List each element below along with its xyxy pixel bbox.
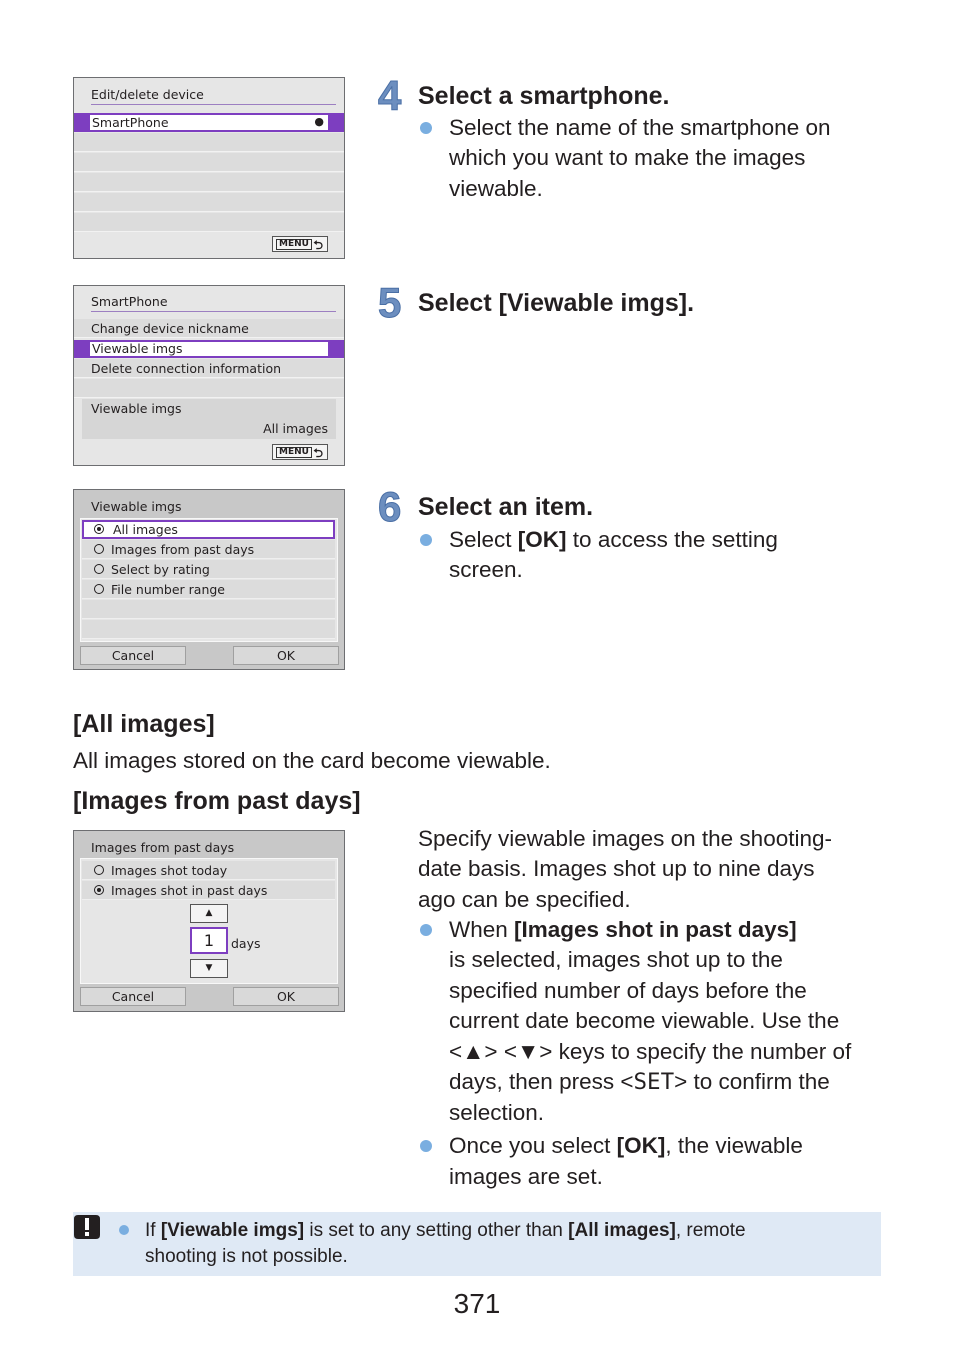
menu-back-button[interactable] bbox=[272, 236, 328, 252]
option-select-by-rating[interactable] bbox=[82, 560, 335, 579]
text: , remote bbox=[675, 1220, 746, 1241]
bullet-icon bbox=[420, 1140, 432, 1152]
past-days-bullet-line bbox=[449, 1067, 830, 1098]
title-divider bbox=[91, 104, 336, 105]
list-item-viewable-imgs[interactable] bbox=[88, 340, 330, 358]
selection-marker-right bbox=[330, 340, 344, 358]
option-label: All images bbox=[113, 522, 178, 537]
past-days-bullet-line: images are set. bbox=[449, 1164, 603, 1189]
list-item-label: Delete connection information bbox=[91, 361, 282, 376]
info-panel bbox=[82, 399, 336, 439]
screen-title: Viewable imgs bbox=[91, 499, 182, 514]
page-number: 371 bbox=[453, 1288, 501, 1319]
up-arrow-button[interactable]: ▲ bbox=[190, 904, 228, 923]
list-item-delete-connection[interactable] bbox=[74, 359, 344, 378]
radio-icon bbox=[94, 584, 104, 594]
text: days, then press < bbox=[449, 1069, 634, 1094]
note-line: shooting is not possible. bbox=[145, 1246, 348, 1267]
past-days-bullet-line: selection. bbox=[449, 1100, 545, 1125]
return-icon: ⮌ bbox=[313, 446, 323, 460]
bold-text: [All images] bbox=[568, 1220, 676, 1241]
bullet-icon bbox=[420, 924, 432, 936]
down-key-icon: ▼ bbox=[516, 1039, 540, 1064]
text: is set to any setting other than bbox=[304, 1220, 569, 1241]
days-unit: days bbox=[231, 936, 261, 951]
past-days-intro-line: ago can be specified. bbox=[418, 887, 631, 912]
list-item-empty bbox=[74, 133, 344, 152]
option-label: File number range bbox=[111, 582, 225, 597]
note-line bbox=[145, 1218, 746, 1244]
past-days-intro-line: date basis. Images shot up to nine days bbox=[418, 856, 815, 881]
option-images-shot-in-past-days[interactable] bbox=[82, 881, 335, 900]
step-6-bullet-line: screen. bbox=[449, 557, 523, 582]
option-empty bbox=[82, 620, 335, 639]
ok-button[interactable]: OK bbox=[233, 646, 339, 665]
list-item-empty bbox=[74, 193, 344, 212]
list-item-empty bbox=[74, 153, 344, 172]
text: , the viewable bbox=[665, 1133, 803, 1158]
step-number-6: 6 bbox=[378, 483, 402, 530]
option-label: Images from past days bbox=[111, 542, 255, 557]
step-4-bullet-line: Select the name of the smartphone on bbox=[449, 115, 831, 140]
bullet-icon bbox=[420, 122, 432, 134]
ok-button[interactable]: OK bbox=[233, 987, 339, 1006]
bold-text: [OK] bbox=[616, 1133, 666, 1158]
bullet-icon bbox=[119, 1225, 129, 1235]
menu-back-button[interactable] bbox=[272, 444, 328, 460]
set-key-label: SET bbox=[633, 1069, 675, 1095]
radio-selected-icon bbox=[94, 885, 104, 895]
screen-smartphone bbox=[73, 285, 345, 466]
cancel-button[interactable]: Cancel bbox=[80, 646, 186, 665]
text: to access the setting bbox=[566, 527, 778, 552]
selection-marker-right bbox=[330, 113, 344, 132]
step-6-title: Select an item. bbox=[418, 493, 594, 521]
past-days-bullet-line bbox=[449, 1131, 803, 1162]
screen-title: Images from past days bbox=[91, 840, 235, 855]
text: When bbox=[449, 917, 515, 942]
option-file-number-range[interactable] bbox=[82, 580, 335, 599]
info-value: All images bbox=[263, 421, 328, 436]
option-images-shot-today[interactable] bbox=[82, 861, 335, 880]
menu-label: MENU bbox=[276, 447, 312, 458]
option-label: Images shot today bbox=[111, 863, 228, 878]
list-item-change-nickname[interactable] bbox=[74, 319, 344, 338]
option-images-from-past-days[interactable] bbox=[82, 540, 335, 559]
text: > keys to specify the number of bbox=[539, 1039, 852, 1064]
text: > to confirm the bbox=[674, 1069, 830, 1094]
radio-icon bbox=[94, 564, 104, 574]
list-item-label: Change device nickname bbox=[91, 321, 249, 336]
list-item-label: SmartPhone bbox=[92, 115, 169, 130]
screen-title: Edit/delete device bbox=[91, 87, 204, 102]
list-item-smartphone[interactable] bbox=[88, 113, 330, 132]
text: > < bbox=[484, 1039, 517, 1064]
step-6-bullet-line bbox=[449, 525, 778, 556]
step-number-4: 4 bbox=[378, 72, 402, 119]
past-days-bullet-line: is selected, images shot up to the bbox=[449, 947, 783, 972]
option-label: Images shot in past days bbox=[111, 883, 268, 898]
days-value-field[interactable]: 1 bbox=[190, 927, 228, 954]
info-label: Viewable imgs bbox=[91, 401, 182, 416]
title-divider bbox=[91, 311, 336, 312]
screen-edit-delete-device bbox=[73, 77, 345, 259]
past-days-bullet-line: current date become viewable. Use the bbox=[449, 1008, 840, 1033]
option-empty bbox=[82, 600, 335, 619]
text: < bbox=[449, 1039, 463, 1064]
text: Select bbox=[449, 527, 518, 552]
warning-icon bbox=[73, 1213, 101, 1241]
radio-icon bbox=[94, 544, 104, 554]
step-5-title: Select [Viewable imgs]. bbox=[418, 289, 695, 317]
option-all-images[interactable] bbox=[82, 520, 335, 539]
screen-images-from-past-days bbox=[73, 830, 345, 1012]
past-days-bullet-line bbox=[449, 915, 797, 946]
step-4-bullet-line: which you want to make the images bbox=[449, 145, 806, 170]
up-key-icon: ▲ bbox=[462, 1039, 485, 1064]
option-label: Select by rating bbox=[111, 562, 210, 577]
all-images-text: All images stored on the card become viewable. bbox=[73, 748, 551, 773]
menu-label: MENU bbox=[276, 239, 312, 250]
list-item-label: Viewable imgs bbox=[92, 341, 183, 356]
list-item-empty bbox=[74, 173, 344, 192]
list-item-empty bbox=[74, 213, 344, 232]
selection-marker-left bbox=[74, 340, 88, 358]
bullet-icon bbox=[420, 534, 432, 546]
past-days-intro-line: Specify viewable images on the shooting- bbox=[418, 826, 832, 851]
bold-text: [Viewable imgs] bbox=[160, 1220, 305, 1241]
screen-viewable-imgs bbox=[73, 489, 345, 670]
past-days-bullet-line: specified number of days before the bbox=[449, 978, 807, 1003]
text: If bbox=[145, 1220, 161, 1241]
return-icon: ⮌ bbox=[313, 238, 323, 252]
radio-icon bbox=[94, 865, 104, 875]
step-number-5: 5 bbox=[378, 279, 402, 326]
bold-text: [OK] bbox=[517, 527, 567, 552]
cancel-button[interactable]: Cancel bbox=[80, 987, 186, 1006]
screen-title: SmartPhone bbox=[91, 294, 168, 309]
list-item-empty bbox=[74, 379, 344, 398]
bluetooth-icon: ● bbox=[314, 115, 324, 128]
text: Once you select bbox=[449, 1133, 617, 1158]
bold-text: [Images shot in past days] bbox=[514, 917, 797, 942]
step-4-bullet-line: viewable. bbox=[449, 176, 543, 201]
step-4-title: Select a smartphone. bbox=[418, 82, 670, 110]
radio-selected-icon bbox=[94, 524, 104, 534]
selection-marker-left bbox=[74, 113, 88, 132]
past-days-bullet-line bbox=[449, 1037, 851, 1068]
section-heading-past-days: [Images from past days] bbox=[73, 787, 361, 815]
section-heading-all-images: [All images] bbox=[73, 710, 215, 738]
down-arrow-button[interactable]: ▼ bbox=[190, 959, 228, 978]
